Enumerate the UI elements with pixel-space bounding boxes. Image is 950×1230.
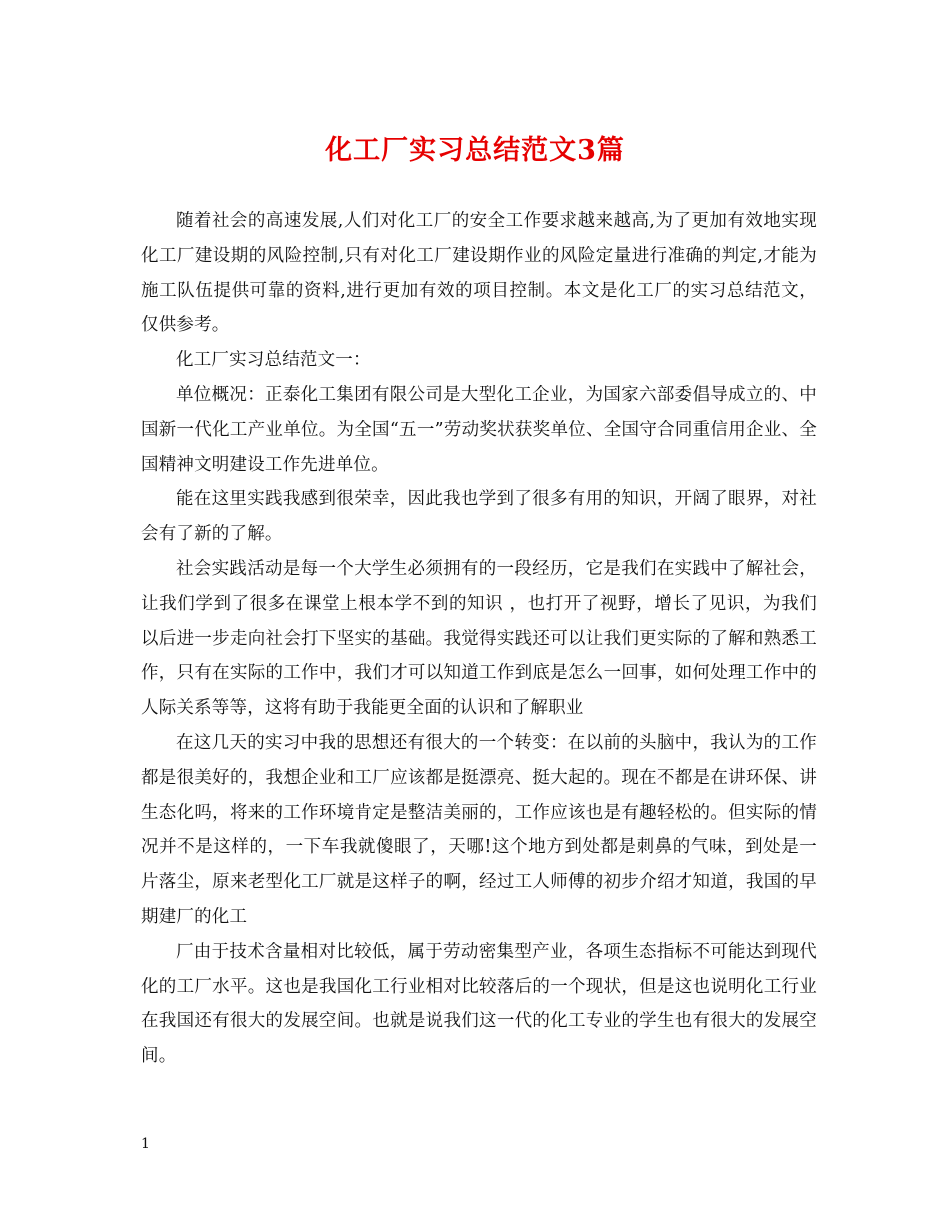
- document-body: [141, 204, 817, 1074]
- page-number: 1: [141, 1136, 150, 1152]
- paragraph-intro: 随着社会的高速发展,人们对化工厂的安全工作要求越来越高,为了更加有效地实现化工厂建设期的风险控制,只有对化工厂建设期作业的风险定量进行准确的判定,才能为施工队伍提供可靠的资料,进行更加有效的项目控制。本文是化工厂的实习总结范文，仅供参考。: [141, 211, 817, 336]
- paragraph-company-overview: 单位概况：正泰化工集团有限公司是大型化工企业，为国家六部委倡导成立的、中国新一代化工产业单位。为全国“五一”劳动奖状获奖单位、全国守合同重信用企业、全国精神文明建设工作先进单位。: [141, 384, 817, 475]
- paragraph-section-heading: 化工厂实习总结范文一：: [176, 350, 371, 371]
- document-title: 化工厂实习总结范文3篇: [325, 135, 625, 166]
- paragraph-honor: 能在这里实践我感到很荣幸，因此我也学到了很多有用的知识，开阔了眼界，对社会有了新的了解。: [141, 489, 817, 545]
- paragraph-practice: 社会实践活动是每一个大学生必须拥有的一段经历，它是我们在实践中了解社会，让我们学到了很多在课堂上根本学不到的知识 ，也打开了视野，增长了见识，为我们以后进一步走向社会打下坚实的基础。我觉得实践还可以让我们更实际的了解和熟悉工作，只有在实际的工作中，我们才可以知道工作到底是怎么一回事，如何处理工作中的人际关系等等，这将有助于我能更全面的认识和了解职业: [141, 558, 817, 719]
- paragraph-industry: 厂由于技术含量相对比较低，属于劳动密集型产业，各项生态指标不可能达到现代化的工厂水平。这也是我国化工行业相对比较落后的一个现状，但是这也说明化工行业在我国还有很大的发展空间。也就是说我们这一代的化工专业的学生也有很大的发展空间。: [141, 941, 817, 1067]
- paragraph-thoughts: 在这几天的实习中我的思想还有很大的一个转变：在以前的头脑中，我认为的工作都是很美好的，我想企业和工厂应该都是挺漂亮、挺大起的。现在不都是在讲环保、讲生态化吗，将来的工作环境肯定是整洁美丽的，工作应该也是有趣轻松的。但实际的情况并不是这样的，一下车我就傻眼了，天哪!这个地方到处都是刺鼻的气味，到处是一片落尘，原来老型化工厂就是这样子的啊，经过工人师傅的初步介绍才知道，我国的早期建厂的化工: [141, 732, 817, 927]
